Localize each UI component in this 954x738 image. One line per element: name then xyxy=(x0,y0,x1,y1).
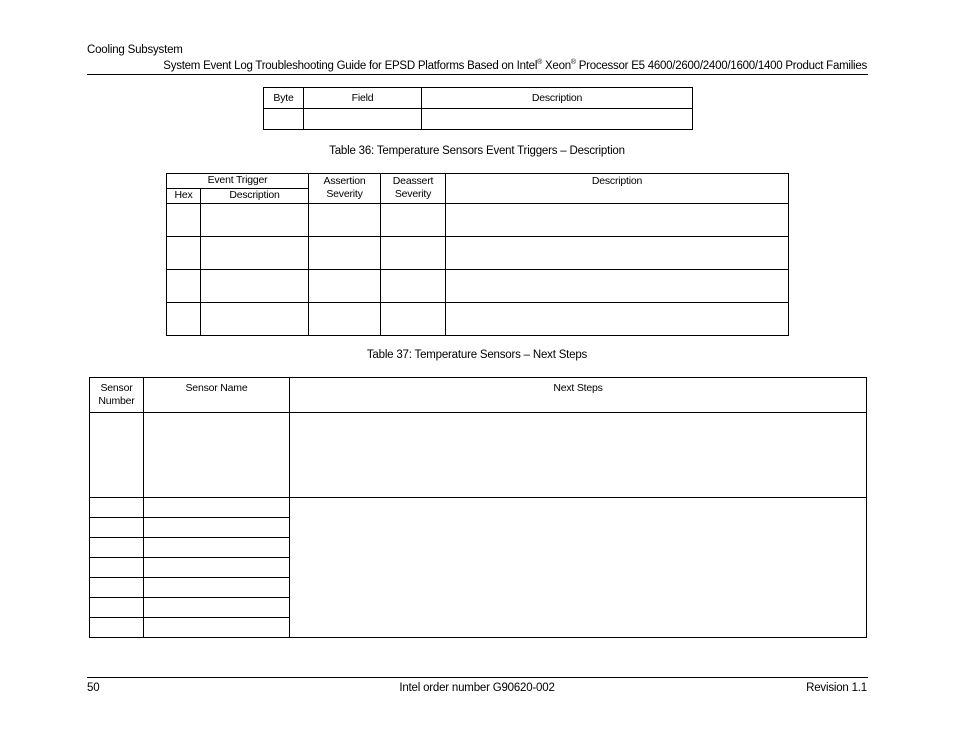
footer-rule xyxy=(87,677,868,678)
table37-caption: Table 37: Temperature Sensors – Next Steps xyxy=(366,349,588,361)
table37 xyxy=(89,377,867,638)
byte-header: Byte xyxy=(264,88,304,109)
table-row xyxy=(264,109,693,130)
sensor-name-header: Sensor Name xyxy=(144,378,290,413)
table-row xyxy=(90,498,867,518)
sensor-number-header: Sensor Number xyxy=(90,378,144,413)
deassert-severity-header: Deassert Severity xyxy=(381,174,446,204)
table36-caption: Table 36: Temperature Sensors Event Triggers – Description xyxy=(329,145,625,157)
table-row xyxy=(167,204,789,237)
event-trigger-header: Event Trigger xyxy=(167,174,309,189)
trigger-description-header: Description xyxy=(201,189,309,204)
assertion-severity-header: Assertion Severity xyxy=(309,174,381,204)
table-row xyxy=(167,303,789,336)
revision: Revision 1.1 xyxy=(806,682,867,694)
table-row xyxy=(90,413,867,498)
document-title: System Event Log Troubleshooting Guide for EPSD Platforms Based on Intel® Xeon® Processor E5 4600/2600/2400/1600/1400 Product Families xyxy=(163,59,867,72)
table36 xyxy=(166,173,789,336)
page-number: 50 xyxy=(87,682,100,694)
table-row xyxy=(167,237,789,270)
description-header: Description xyxy=(422,88,693,109)
table-row xyxy=(167,270,789,303)
description-header: Description xyxy=(446,174,789,204)
order-number: Intel order number G90620-002 xyxy=(399,682,555,694)
sel-format-table xyxy=(263,87,693,130)
header-rule xyxy=(87,74,868,75)
field-header: Field xyxy=(304,88,422,109)
next-steps-header: Next Steps xyxy=(290,378,867,413)
hex-header: Hex xyxy=(167,189,201,204)
section-title: Cooling Subsystem xyxy=(87,44,183,56)
